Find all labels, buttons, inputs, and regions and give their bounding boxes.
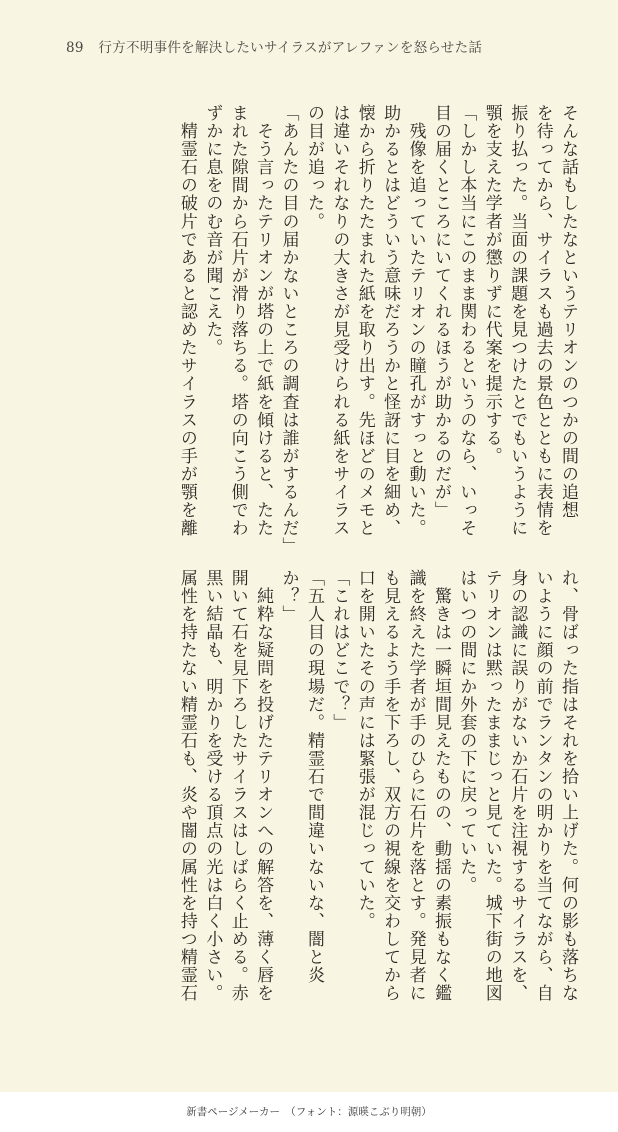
- page-number: 89: [66, 40, 84, 56]
- text-column: 振り払った。当面の課題を見つけたとでもいうように: [507, 104, 528, 538]
- text-column: まれた隙間から石片が滑り落ちる。塔の向こう側でわ: [227, 104, 248, 538]
- text-column: そんな話もしたなというテリオンのつかの間の追想: [558, 104, 578, 520]
- text-column: を待ってから、サイラスも過去の景色とともに表情を: [532, 104, 553, 538]
- text-column: の目が追った。: [303, 104, 324, 231]
- text-column: 「これはどこで？」: [329, 569, 350, 732]
- text-column: 「しかし本当にこのまま関わるというのなら、いっそ: [456, 104, 477, 538]
- running-header: [66, 36, 482, 56]
- text-column: ずかに息をのむ音が聞こえた。: [202, 104, 223, 357]
- text-column: も見えるよう手を下ろし、双方の視線を交わしてから: [380, 569, 401, 1003]
- text-column: いように顔の前でランタンの明かりを当てながら、自: [532, 569, 553, 1003]
- text-column: 「五人目の現場だ。精霊石で間違いないな、闇と炎: [303, 569, 324, 985]
- text-column: れ、骨ばった指はそれを拾い上げた。何の影も落ちな: [558, 569, 578, 1003]
- footer-credit: 新書ページメーカー （フォント：源暎こぶり明朝）: [0, 1092, 618, 1132]
- chapter-title: 行方不明事件を解決したいサイラスがアレファンを怒らせた話: [98, 40, 483, 56]
- text-column: 純粋な疑問を投げたテリオンへの解答を、薄く唇を: [253, 569, 274, 1003]
- text-column: 黒い結晶も、明かりを受ける頂点の光は白く小さい。: [202, 569, 223, 1003]
- text-column: 精霊石の破片であると認めたサイラスの手が顎を離: [176, 104, 197, 538]
- text-column: 顎を支えた学者が懲りずに代案を提示する。: [481, 104, 502, 465]
- text-column: そう言ったテリオンが塔の上で紙を傾けると、たた: [253, 104, 274, 538]
- text-column: 目の届くところにいてくれるほうが助かるのだが」: [430, 104, 451, 520]
- text-column: 助かるとはどういう意味だろうかと怪訝に目を細め、: [380, 104, 401, 538]
- text-column: 識を終えた学者が手のひらに石片を落とす。発見者に: [405, 569, 426, 1003]
- text-column: は違いそれなりの大きさが見受けられる紙をサイラス: [329, 104, 350, 538]
- text-column: 口を開いたその声には緊張が混じっていた。: [354, 569, 375, 930]
- text-column: 懐から折りたたまれた紙を取り出す。先ほどのメモと: [354, 104, 375, 538]
- text-column: はいつの間にか外套の下に戻っていた。: [456, 569, 477, 894]
- text-block-top: [174, 104, 581, 556]
- text-column: 驚きは一瞬垣間見えたものの、動揺の素振もなく鑑: [430, 569, 451, 1003]
- text-column: 属性を持たない精霊石も、炎や闇の属性を持つ精霊石: [176, 569, 197, 1003]
- text-column: 身の認識に誤りがないか石片を注視するサイラスを、: [507, 569, 528, 1003]
- text-column: 開いて石を見下ろしたサイラスはしばらく止める。赤: [227, 569, 248, 1003]
- text-block-bottom: [174, 569, 581, 1003]
- text-column: テリオンは黙ったままじっと見ていた。城下街の地図: [481, 569, 502, 1003]
- text-column: 「あんたの目の届かないところの調査は誰がするんだ」: [278, 104, 299, 556]
- text-column: か？」: [278, 569, 299, 624]
- text-column: 残像を追っていたテリオンの瞳孔がすっと動いた。: [405, 104, 426, 538]
